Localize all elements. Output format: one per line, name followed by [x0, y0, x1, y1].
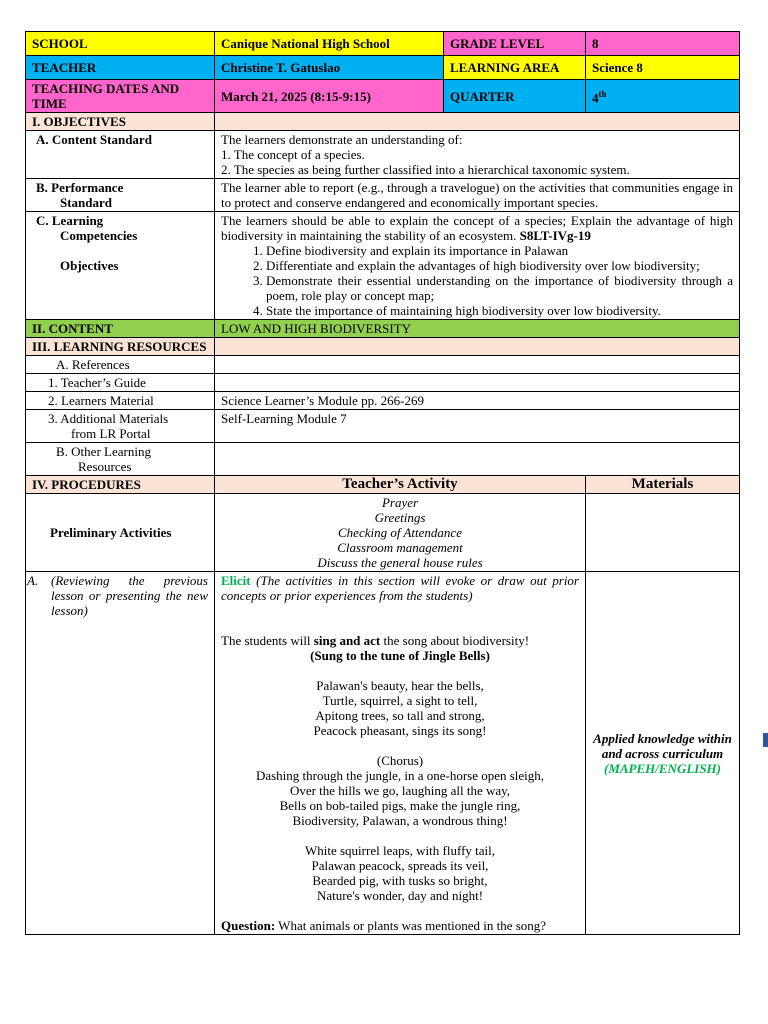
objectives-heading: I. OBJECTIVES: [26, 113, 215, 131]
elicit-intro: [221, 573, 579, 603]
review-row: [26, 572, 740, 935]
question: [221, 918, 579, 933]
competencies-text: [221, 213, 733, 243]
references-row: [26, 356, 740, 374]
song-line: Over the hills we go, laughing all the way,: [289, 783, 511, 798]
area-value: Science 8: [586, 56, 740, 80]
performance-label-line: Standard: [60, 195, 113, 210]
performance-standard-label: [26, 179, 215, 212]
song-line: Bearded pig, with tusks so bright,: [312, 873, 488, 888]
competencies-row: [26, 212, 740, 320]
objective-item: 1. Define biodiversity and explain its importance in Palawan: [266, 243, 733, 258]
sing-post: the song about biodiversity!: [380, 633, 530, 648]
dates-value: March 21, 2025 (8:15-9:15): [215, 80, 444, 113]
review-label-wrap: [27, 573, 208, 618]
content-standard-line: 2. The species as being further classified into a hierarchical taxonomic system.: [221, 162, 630, 177]
quarter-value: [586, 80, 740, 113]
content-standard-row: [26, 131, 740, 179]
objectives-list: [221, 243, 733, 318]
elicit-activity: [215, 572, 586, 935]
additional-materials-row: [26, 410, 740, 443]
preliminary-items: [215, 494, 586, 572]
area-label: LEARNING AREA: [444, 56, 586, 80]
teachers-guide-row: [26, 374, 740, 392]
objectives-heading-fill: [215, 113, 740, 131]
review-text: (Reviewing the previous lesson or presenting the new lesson): [51, 573, 208, 618]
learners-material-label: 2. Learners Material: [26, 392, 215, 410]
school-value: Canique National High School: [215, 32, 444, 56]
objective-item: 2. Differentiate and explain the advantages of high biodiversity over low biodiversity;: [266, 258, 733, 273]
elicit-word: Elicit: [221, 573, 251, 588]
song-line: Dashing through the jungle, in a one-horse open sleigh,: [255, 768, 545, 783]
other-resources-value: [215, 443, 740, 476]
materials-heading: Materials: [586, 476, 740, 494]
preliminary-item: Prayer: [381, 495, 419, 510]
teacher-activity-heading: Teacher’s Activity: [215, 476, 586, 494]
teachers-guide-value: [215, 374, 740, 392]
references-value: [215, 356, 740, 374]
procedures-heading-row: [26, 476, 740, 494]
review-label: [26, 572, 215, 935]
preliminary-item: Checking of Attendance: [338, 525, 462, 540]
grade-value: 8: [586, 32, 740, 56]
additional-label-line: 3. Additional Materials: [48, 411, 169, 426]
content-standard-line: The learners demonstrate an understanding of:: [221, 132, 463, 147]
page-edge-marker: [763, 733, 768, 747]
additional-materials-value: Self-Learning Module 7: [215, 410, 740, 443]
content-standard-label: A. Content Standard: [26, 131, 215, 179]
spacer: [221, 663, 579, 678]
materials-tag: (MAPEH/ENGLISH): [603, 760, 721, 776]
additional-materials-label: [26, 410, 215, 443]
competencies-value: [215, 212, 740, 320]
competencies-label-line: Competencies: [60, 228, 138, 243]
song-line: Peacock pheasant, sings its song!: [313, 723, 487, 738]
objectives-label: Objectives: [60, 258, 119, 273]
other-resources-label: [26, 443, 215, 476]
song-line: White squirrel leaps, with fluffy tail,: [304, 843, 496, 858]
teacher-value: Christine T. Gatuslao: [215, 56, 444, 80]
header-row-dates: [26, 80, 740, 113]
header-row-teacher: [26, 56, 740, 80]
procedures-heading: IV. PROCEDURES: [26, 476, 215, 494]
competencies-label-line: C. Learning: [36, 213, 104, 228]
preliminary-row: [26, 494, 740, 572]
elicit-description: (The activities in this section will evoke or draw out prior concepts or prior experiences from the students): [221, 573, 579, 603]
additional-label-line: from LR Portal: [71, 426, 151, 441]
preliminary-materials: [586, 494, 740, 572]
competencies-sentence: The learners should be able to explain the concept of a species; Explain the advantage of high biodiversity in maintaining the stability of an ecosystem.: [221, 213, 733, 243]
song-line: Nature's wonder, day and night!: [316, 888, 484, 903]
objective-item: 4. State the importance of maintaining high biodiversity over low biodiversity.: [266, 303, 733, 318]
grade-label: GRADE LEVEL: [444, 32, 586, 56]
objective-item: 3. Demonstrate their essential understanding on the importance of biodiversity through a poem, role play or concept map;: [266, 273, 733, 303]
song-line: Turtle, squirrel, a sight to tell,: [322, 693, 478, 708]
resources-heading-row: [26, 338, 740, 356]
other-resources-row: [26, 443, 740, 476]
question-label: Question:: [221, 918, 276, 933]
content-standard-value: [215, 131, 740, 179]
other-label-line: B. Other Learning: [56, 444, 151, 459]
references-label: A. References: [26, 356, 215, 374]
quarter-label: QUARTER: [444, 80, 586, 113]
learners-material-row: [26, 392, 740, 410]
tune-note: (Sung to the tune of Jingle Bells): [310, 648, 490, 663]
spacer: [221, 603, 579, 633]
performance-standard-value: The learner able to report (e.g., through a travelogue) on the activities that communities engage in to protect and conserve endangered and economically important species.: [215, 179, 740, 212]
other-label-line: Resources: [78, 459, 132, 474]
objectives-heading-row: [26, 113, 740, 131]
preliminary-item: Greetings: [374, 510, 426, 525]
competency-code: S8LT-IVg-19: [519, 228, 591, 243]
learners-material-value: Science Learner’s Module pp. 266-269: [215, 392, 740, 410]
song-line: Palawan's beauty, hear the bells,: [316, 678, 484, 693]
spacer: [221, 903, 579, 918]
review-materials: [586, 572, 740, 935]
content-heading: II. CONTENT: [26, 320, 215, 338]
resources-heading: III. LEARNING RESOURCES: [26, 338, 215, 356]
sing-bold: sing and act: [313, 633, 381, 648]
review-marker: A.: [27, 573, 39, 588]
teacher-label: TEACHER: [26, 56, 215, 80]
preliminary-item: Classroom management: [337, 540, 463, 555]
content-standard-line: 1. The concept of a species.: [221, 147, 365, 162]
materials-note: Applied knowledge within and across curriculum: [593, 730, 732, 761]
content-row: [26, 320, 740, 338]
quarter-suffix: th: [598, 88, 607, 99]
resources-heading-fill: [215, 338, 740, 356]
song-line: Palawan peacock, spreads its veil,: [311, 858, 489, 873]
sing-pre: The students will: [221, 633, 314, 648]
sing-instruction: [221, 633, 579, 648]
performance-standard-row: [26, 179, 740, 212]
preliminary-label: Preliminary Activities: [26, 494, 215, 572]
song-line: Bells on bob-tailed pigs, make the jungle ring,: [279, 798, 521, 813]
competencies-label: [26, 212, 215, 320]
dates-label: TEACHING DATES AND TIME: [26, 80, 215, 113]
content-value: LOW AND HIGH BIODIVERSITY: [215, 320, 740, 338]
chorus-label: (Chorus): [376, 753, 424, 768]
spacer: [221, 738, 579, 753]
lesson-plan-table: [25, 31, 740, 935]
quarter-number: 4: [592, 90, 599, 106]
teachers-guide-label: 1. Teacher’s Guide: [26, 374, 215, 392]
performance-label-line: B. Performance: [36, 180, 124, 195]
preliminary-item: Discuss the general house rules: [317, 555, 483, 570]
song-line: Biodiversity, Palawan, a wondrous thing!: [292, 813, 508, 828]
spacer: [221, 828, 579, 843]
school-label: SCHOOL: [26, 32, 215, 56]
question-text: What animals or plants was mentioned in the song?: [275, 918, 547, 933]
song-line: Apitong trees, so tall and strong,: [315, 708, 485, 723]
header-row-school: [26, 32, 740, 56]
spacer: [36, 243, 208, 258]
